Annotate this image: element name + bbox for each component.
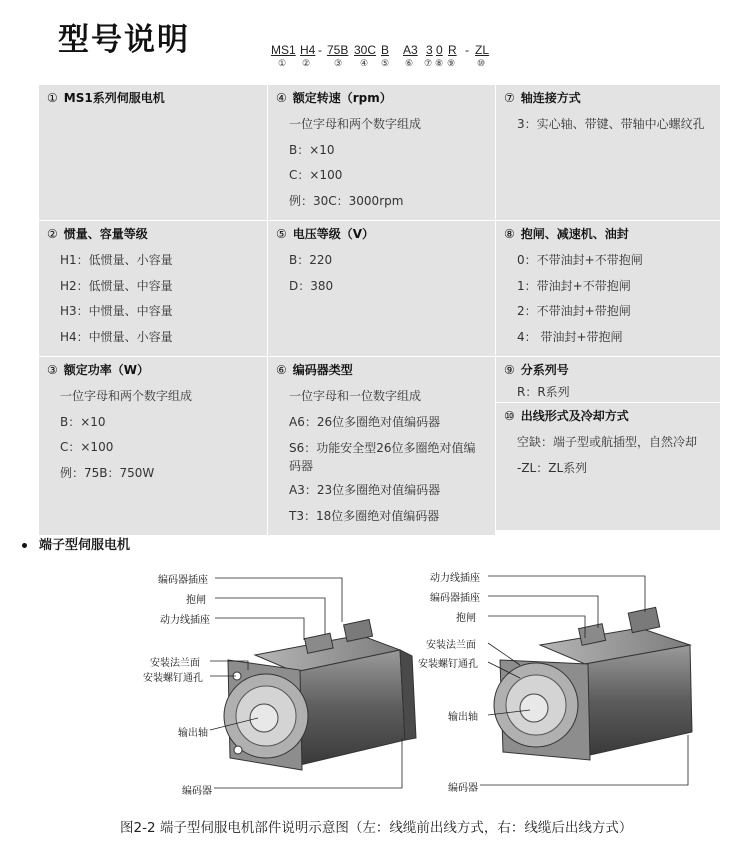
- cell-line: R：R系列: [517, 385, 570, 399]
- cell-title: 额定转速（rpm）: [292, 91, 392, 105]
- cell-line: 例：30C：3000rpm: [289, 193, 404, 208]
- model-num-8: ⑧: [435, 58, 444, 68]
- model-seg-3: 75B: [327, 43, 349, 57]
- model-seg-5: B: [381, 43, 390, 57]
- spec-cell-subseries: [496, 357, 720, 403]
- cell-title: 轴连接方式: [520, 91, 581, 105]
- spec-cell-encoder: [268, 357, 496, 536]
- cell-title: MS1系列伺服电机: [63, 91, 165, 105]
- cell-line: 4： 带油封+带抱闸: [517, 329, 623, 344]
- cell-number: ④: [276, 91, 287, 105]
- cell-line: H1：低惯量、小容量: [60, 253, 173, 267]
- cell-line: T3：18位多圈绝对值编码器: [289, 508, 440, 523]
- cell-number: ②: [47, 227, 58, 241]
- cell-title: 编码器类型: [292, 363, 353, 377]
- label-left-output-shaft: 输出轴: [178, 728, 208, 739]
- spec-cell-stack: [496, 357, 721, 536]
- cell-number: ⑥: [276, 363, 287, 377]
- figure-caption: 图2-2 端子型伺服电机部件说明示意图（左：线缆前出线方式，右：线缆后出线方式）: [120, 820, 633, 836]
- cell-line: 一位字母和两个数字组成: [60, 389, 193, 403]
- cell-line: 3：实心轴、带键、带轴中心螺纹孔: [517, 117, 705, 131]
- label-right-output-shaft: 输出轴: [448, 712, 478, 723]
- label-left-encoder-socket: 编码器插座: [158, 575, 208, 586]
- cell-line: B：220: [289, 253, 333, 267]
- cell-line: 一位字母和一位数字组成: [289, 389, 422, 403]
- spec-cell-outlet: [496, 403, 720, 530]
- label-right-power-socket: 动力线插座: [430, 573, 480, 584]
- cell-line: C：×100: [289, 168, 343, 182]
- cell-line: H3：中惯量、中容量: [60, 304, 173, 318]
- model-num-10: ⑩: [477, 58, 486, 68]
- model-seg-8: 0: [436, 43, 443, 57]
- motor-left: [224, 619, 416, 770]
- cell-title: 出线形式及冷却方式: [520, 409, 629, 423]
- spec-cell-shaft: [496, 85, 721, 221]
- cell-line: -ZL：ZL系列: [517, 460, 588, 475]
- model-num-2: ②: [302, 58, 311, 68]
- model-seg-10: ZL: [475, 43, 490, 57]
- cell-line: C：×100: [60, 440, 114, 454]
- model-separator: -: [465, 43, 469, 57]
- spec-cell-inertia: [39, 221, 268, 357]
- cell-number: ①: [47, 91, 58, 105]
- cell-line: B：×10: [289, 142, 335, 157]
- cell-title: 惯量、容量等级: [63, 227, 148, 241]
- section-title: 端子型伺服电机: [39, 538, 131, 553]
- cell-line: A3：23位多圈绝对值编码器: [289, 483, 441, 497]
- motor-diagram: [0, 560, 750, 810]
- cell-number: ⑤: [276, 227, 287, 241]
- cell-title: 分系列号: [520, 363, 569, 377]
- model-spec-table: [38, 84, 721, 536]
- model-num-1: ①: [278, 58, 287, 68]
- cell-line: 例：75B：750W: [60, 465, 155, 480]
- spec-cell-voltage: [268, 221, 496, 357]
- cell-line: B：×10: [60, 414, 106, 429]
- model-num-9: ⑨: [447, 58, 456, 68]
- model-seg-9: R: [448, 43, 457, 57]
- cell-line: 空缺：端子型或航插型，自然冷却: [517, 435, 698, 449]
- spec-cell-rated-power: [39, 357, 268, 536]
- label-right-encoder: 编码器: [448, 783, 478, 794]
- cell-title: 额定功率（W）: [63, 363, 150, 377]
- cell-line: H2：低惯量、中容量: [60, 278, 173, 293]
- page-title: 型号说明: [58, 22, 190, 58]
- spec-cell-series: [39, 85, 268, 221]
- section-heading: [22, 534, 130, 553]
- spec-cell-rated-speed: [268, 85, 496, 221]
- cell-title: 电压等级（V）: [292, 227, 375, 241]
- cell-line: A6：26位多圈绝对值编码器: [289, 414, 441, 429]
- label-left-brake: 抱闸: [186, 595, 206, 606]
- cell-line: 2：不带油封+带抱闸: [517, 304, 631, 318]
- cell-number: ⑨: [504, 363, 515, 377]
- cell-line: H4：中惯量、小容量: [60, 329, 173, 344]
- cell-number: ⑩: [504, 409, 515, 423]
- cell-number: ⑦: [504, 91, 515, 105]
- label-right-flange: 安装法兰面: [426, 640, 476, 651]
- cell-line: D：380: [289, 278, 334, 293]
- model-num-6: ⑥: [405, 58, 414, 68]
- model-separator: -: [318, 43, 322, 57]
- cell-line: S6：功能安全型26位多圈绝对值编码器: [289, 441, 476, 473]
- model-num-3: ③: [334, 58, 343, 68]
- motor-right: [494, 607, 692, 760]
- cell-number: ③: [47, 363, 58, 377]
- cell-title: 抱闸、减速机、油封: [520, 227, 629, 241]
- cell-line: 一位字母和两个数字组成: [289, 117, 422, 131]
- model-num-4: ④: [360, 58, 369, 68]
- model-seg-2: H4: [300, 43, 316, 57]
- model-seg-4: 30C: [354, 43, 377, 57]
- bullet-icon: [22, 543, 27, 548]
- label-right-brake: 抱闸: [456, 613, 476, 624]
- model-num-5: ⑤: [381, 58, 390, 68]
- model-seg-6: A3: [403, 43, 418, 57]
- cell-line: 1：带油封+不带抱闸: [517, 278, 631, 293]
- model-seg-1: MS1: [271, 43, 296, 57]
- label-left-screw-hole: 安装螺钉通孔: [143, 673, 203, 684]
- label-right-encoder-socket: 编码器插座: [430, 593, 480, 604]
- label-left-encoder: 编码器: [182, 786, 212, 797]
- spec-cell-brake: [496, 221, 721, 357]
- label-right-screw-hole: 安装螺钉通孔: [418, 659, 478, 670]
- label-left-flange: 安装法兰面: [150, 658, 200, 669]
- cell-line: 0：不带油封+不带抱闸: [517, 253, 643, 267]
- label-left-power-socket: 动力线插座: [160, 615, 210, 626]
- model-num-7: ⑦: [424, 58, 433, 68]
- model-seg-7: 3: [426, 43, 433, 57]
- cell-number: ⑧: [504, 227, 515, 241]
